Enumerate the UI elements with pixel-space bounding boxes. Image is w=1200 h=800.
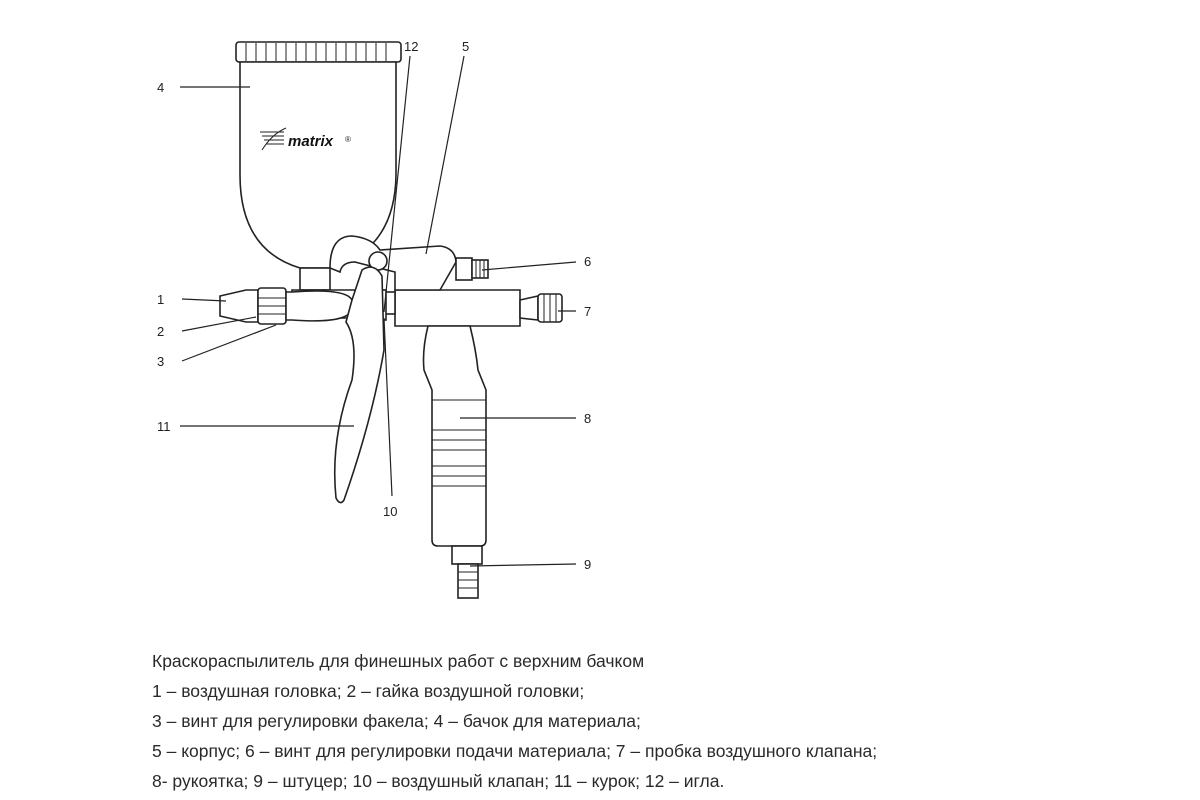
material-adjust-screw bbox=[456, 258, 488, 280]
caption-line-3: 5 – корпус; 6 – винт для регулировки подачи материала; 7 – пробка воздушного клапана; bbox=[152, 741, 878, 761]
callout-1: 1 bbox=[157, 292, 165, 307]
caption-line-4: 8- рукоятка; 9 – штуцер; 10 – воздушный клапан; 11 – курок; 12 – игла. bbox=[152, 771, 725, 791]
callout-3: 3 bbox=[157, 354, 165, 369]
air-fitting bbox=[452, 546, 482, 598]
callout-8: 8 bbox=[584, 411, 592, 426]
air-cap-assembly bbox=[220, 288, 352, 324]
callout-4: 4 bbox=[157, 80, 165, 95]
callout-12: 12 bbox=[404, 39, 419, 54]
brand-registered-mark: ® bbox=[345, 135, 351, 144]
callout-5: 5 bbox=[462, 39, 470, 54]
callout-9: 9 bbox=[584, 557, 592, 572]
callout-10: 10 bbox=[383, 504, 398, 519]
diagram-caption bbox=[152, 646, 1192, 796]
brand-name: matrix bbox=[288, 133, 334, 150]
callout-6: 6 bbox=[584, 254, 592, 269]
caption-line-2: 3 – винт для регулировки факела; 4 – бачок для материала; bbox=[152, 711, 641, 731]
callout-2: 2 bbox=[157, 324, 165, 339]
caption-line-1: 1 – воздушная головка; 2 – гайка воздушной головки; bbox=[152, 681, 585, 701]
callout-7: 7 bbox=[584, 304, 592, 319]
handle bbox=[424, 326, 487, 546]
callout-11: 11 bbox=[157, 419, 171, 434]
air-valve-plug bbox=[520, 294, 562, 322]
caption-title: Краскораспылитель для финешных работ с верхним бачком bbox=[152, 651, 645, 671]
